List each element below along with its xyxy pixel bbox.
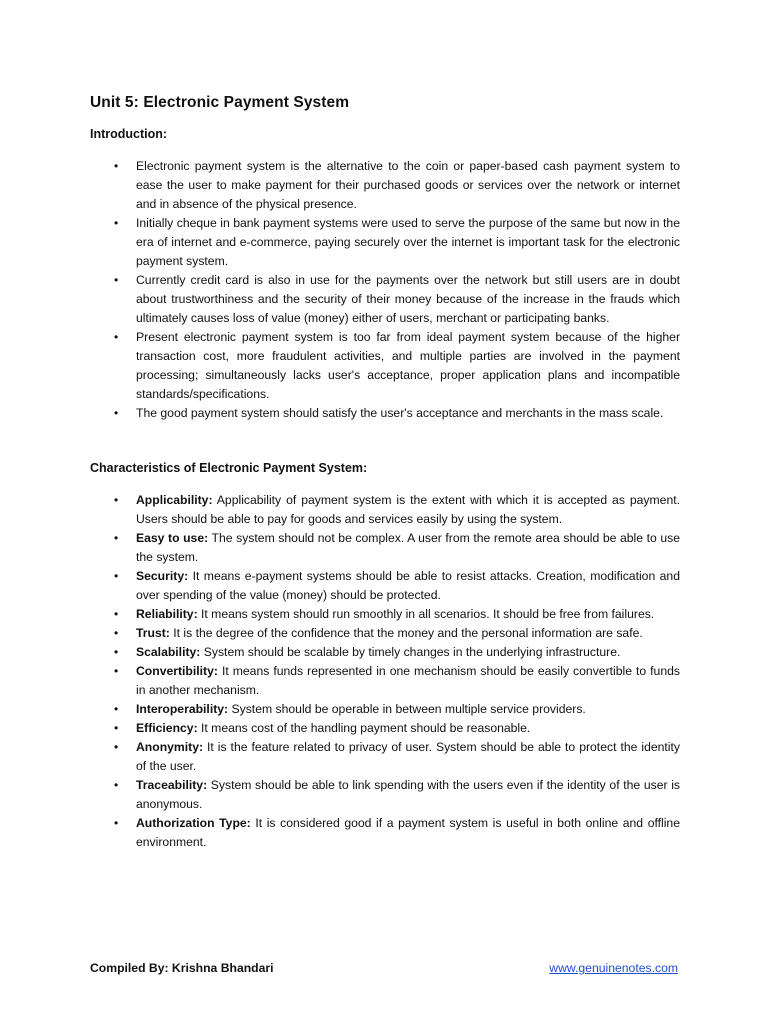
list-item (90, 624, 680, 643)
characteristic-text: The system should not be complex. A user from the remote area should be able to use the system. (136, 531, 680, 564)
bullet-icon: • (114, 216, 119, 230)
list-item (90, 719, 680, 738)
bullet-icon: • (114, 721, 119, 735)
list-item (90, 214, 680, 271)
list-item (90, 271, 680, 328)
characteristic-text: Applicability of payment system is the extent with which it is accepted as payment. Users should be able to pay for goods and services easily by using the system. (136, 493, 680, 526)
introduction-heading: Introduction: (90, 127, 168, 141)
bullet-icon: • (114, 273, 119, 287)
list-item (90, 700, 680, 719)
list-item (90, 328, 680, 404)
bullet-icon: • (114, 740, 119, 754)
website-link[interactable]: www.genuinenotes.com (549, 961, 678, 975)
bullet-icon: • (114, 778, 119, 792)
characteristics-list (90, 491, 680, 852)
bullet-icon: • (114, 493, 119, 507)
characteristic-text: It means funds represented in one mechanism should be easily convertible to funds in another mechanism. (136, 664, 680, 697)
characteristic-term: Authorization Type: (136, 816, 251, 830)
characteristic-text: System should be operable in between multiple service providers. (228, 702, 586, 716)
list-item-text: The good payment system should satisfy the user's acceptance and merchants in the mass scale. (136, 406, 664, 420)
list-item (90, 738, 680, 776)
bullet-icon: • (114, 664, 119, 678)
list-item (90, 605, 680, 624)
characteristic-term: Anonymity: (136, 740, 204, 754)
list-item-text: Present electronic payment system is too far from ideal payment system because of the higher transaction cost, more fraudulent activities, and multiple parties are involved in the payment processing; simultaneously lacks user's acceptance, proper application plans and incompatible standards/specifications. (136, 330, 680, 401)
characteristic-text: It means system should run smoothly in all scenarios. It should be free from failures. (197, 607, 655, 621)
characteristics-heading: Characteristics of Electronic Payment System: (90, 461, 368, 475)
characteristic-term: Security: (136, 569, 189, 583)
characteristic-text: It means cost of the handling payment should be reasonable. (197, 721, 531, 735)
characteristic-text: It means e-payment systems should be able to resist attacks. Creation, modification and over spending of the value (money) should be protected. (136, 569, 680, 602)
characteristic-text: System should be scalable by timely changes in the underlying infrastructure. (200, 645, 621, 659)
list-item (90, 491, 680, 529)
characteristic-term: Efficiency: (136, 721, 198, 735)
list-item-text: Electronic payment system is the alternative to the coin or paper-based cash payment system to ease the user to make payment for their purchased goods or services over the network or internet and in absence of the physical presence. (136, 159, 680, 211)
bullet-icon: • (114, 816, 119, 830)
characteristic-term: Traceability: (136, 778, 208, 792)
list-item (90, 529, 680, 567)
bullet-icon: • (114, 645, 119, 659)
characteristic-term: Interoperability: (136, 702, 229, 716)
list-item (90, 567, 680, 605)
characteristic-text: It is the degree of the confidence that the money and the personal information are safe. (169, 626, 643, 640)
list-item (90, 643, 680, 662)
characteristic-term: Convertibility: (136, 664, 218, 678)
characteristic-term: Applicability: (136, 493, 213, 507)
bullet-icon: • (114, 607, 119, 621)
characteristic-term: Easy to use: (136, 531, 209, 545)
page-title: Unit 5: Electronic Payment System (90, 94, 350, 111)
characteristic-term: Trust: (136, 626, 170, 640)
characteristic-text: It is the feature related to privacy of user. System should be able to protect the identity of the user. (136, 740, 680, 773)
characteristic-text: It is considered good if a payment system is useful in both online and offline environment. (136, 816, 680, 849)
bullet-icon: • (114, 406, 119, 420)
list-item (90, 776, 680, 814)
list-item-text: Initially cheque in bank payment systems were used to serve the purpose of the same but now in the era of internet and e-commerce, paying securely over the internet is important task for the electronic payment system. (136, 216, 680, 268)
bullet-icon: • (114, 531, 119, 545)
characteristic-text: System should be able to link spending with the users even if the identity of the user is anonymous. (136, 778, 680, 811)
compiled-by-label: Compiled By: Krishna Bhandari (90, 961, 274, 975)
characteristic-term: Scalability: (136, 645, 201, 659)
list-item-text: Currently credit card is also in use for the payments over the network but still users are in doubt about trustworthiness and the security of their money because of the increase in the frauds which ultimately causes loss of value (money) either of users, merchant or participating banks. (136, 273, 680, 325)
bullet-icon: • (114, 569, 119, 583)
bullet-icon: • (114, 159, 119, 173)
bullet-icon: • (114, 330, 119, 344)
list-item (90, 157, 680, 214)
characteristic-term: Reliability: (136, 607, 198, 621)
bullet-icon: • (114, 626, 119, 640)
introduction-list (90, 157, 680, 423)
list-item (90, 404, 680, 423)
bullet-icon: • (114, 702, 119, 716)
list-item (90, 662, 680, 700)
list-item (90, 814, 680, 852)
